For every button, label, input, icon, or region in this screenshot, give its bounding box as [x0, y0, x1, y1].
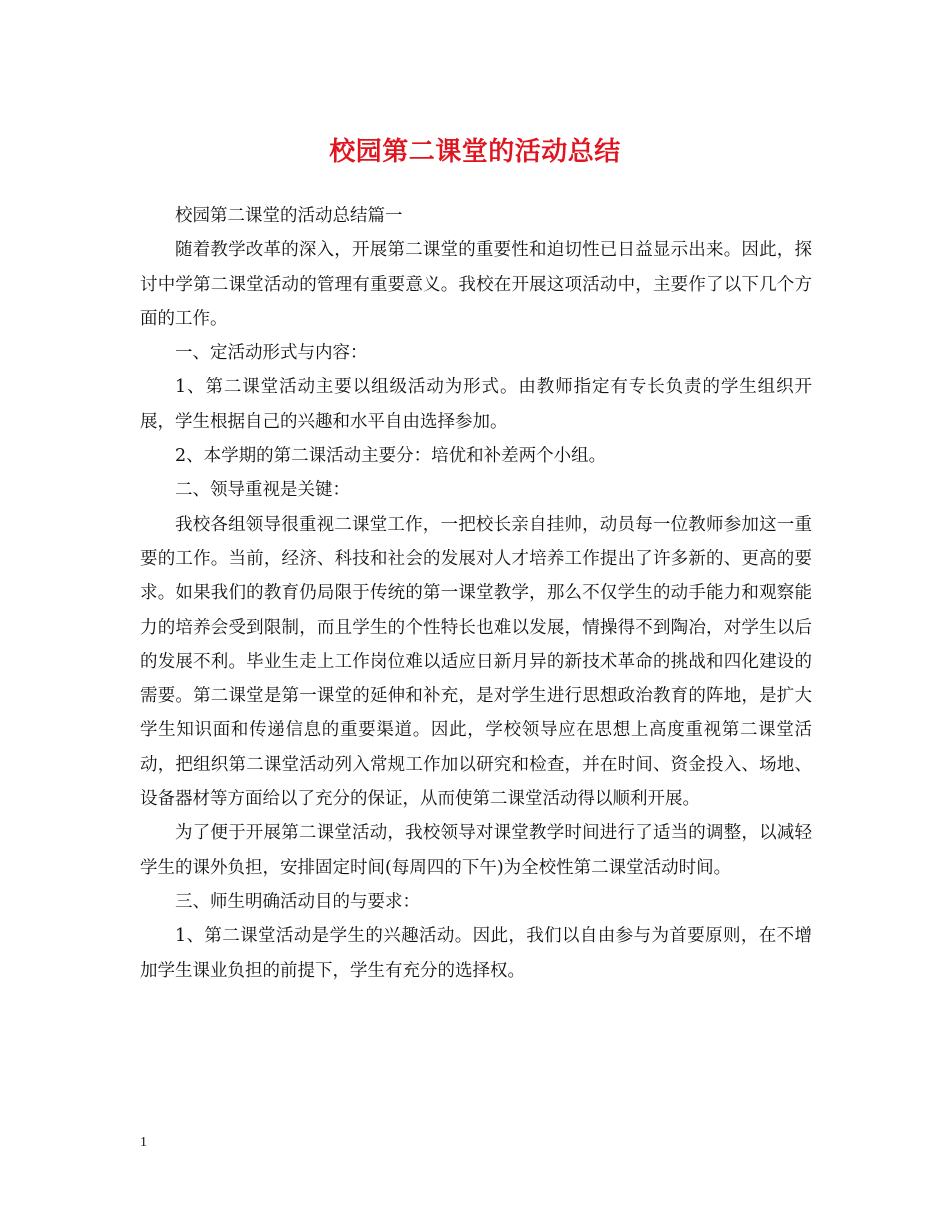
- page-number: 1: [140, 1135, 147, 1150]
- section-heading-1: 一、定活动形式与内容：: [175, 343, 368, 364]
- paragraph-item-1-2: 2、本学期的第二课活动主要分：培优和补差两个小组。: [175, 446, 607, 467]
- paragraph-leadership: 我校各组领导很重视二课堂工作，一把校长亲自挂帅，动员每一位教师参加这一重要的工作。当前，经济、科技和社会的发展对人才培养工作提出了许多新的、更高的要求。如果我们的教育仍局限于传统的第一课堂教学，那么不仅学生的动手能力和观察能力的培养会受到限制，而且学生的个性特长也难以发展，情操得不到陶冶，对学生以后的发展不利。毕业生走上工作岗位难以适应日新月异的新技术革命的挑战和四化建设的需要。第二课堂是第一课堂的延伸和补充，是对学生进行思想政治教育的阵地，是扩大学生知识面和传递信息的重要渠道。因此，学校领导应在思想上高度重视第二课堂活动，把组织第二课堂活动列入常规工作加以研究和检查，并在时间、资金投入、场地、设备器材等方面给以了充分的保证，从而使第二课堂活动得以顺利开展。: [140, 514, 812, 810]
- paragraph-subtitle: 校园第二课堂的活动总结篇一: [175, 206, 403, 226]
- document-body: [140, 199, 812, 988]
- paragraph-item-1-1: 1、第二课堂活动主要以组级活动为形式。由教师指定有专长负责的学生组织开展，学生根据自己的兴趣和水平自由选择参加。: [140, 377, 812, 432]
- section-heading-2: 二、领导重视是关键：: [175, 480, 350, 501]
- document-title: 校园第二课堂的活动总结: [329, 137, 621, 167]
- section-heading-3: 三、师生明确活动目的与要求：: [175, 891, 420, 912]
- paragraph-schedule: 为了便于开展第二课堂活动，我校领导对课堂教学时间进行了适当的调整，以减轻学生的课外负担，安排固定时间(每周四的下午)为全校性第二课堂活动时间。: [140, 823, 812, 878]
- paragraph-item-3-1: 1、第二课堂活动是学生的兴趣活动。因此，我们以自由参与为首要原则，在不增加学生课业负担的前提下，学生有充分的选择权。: [140, 926, 812, 981]
- paragraph-intro: 随着教学改革的深入，开展第二课堂的重要性和迫切性已日益显示出来。因此，探讨中学第二课堂活动的管理有重要意义。我校在开展这项活动中，主要作了以下几个方面的工作。: [140, 240, 812, 329]
